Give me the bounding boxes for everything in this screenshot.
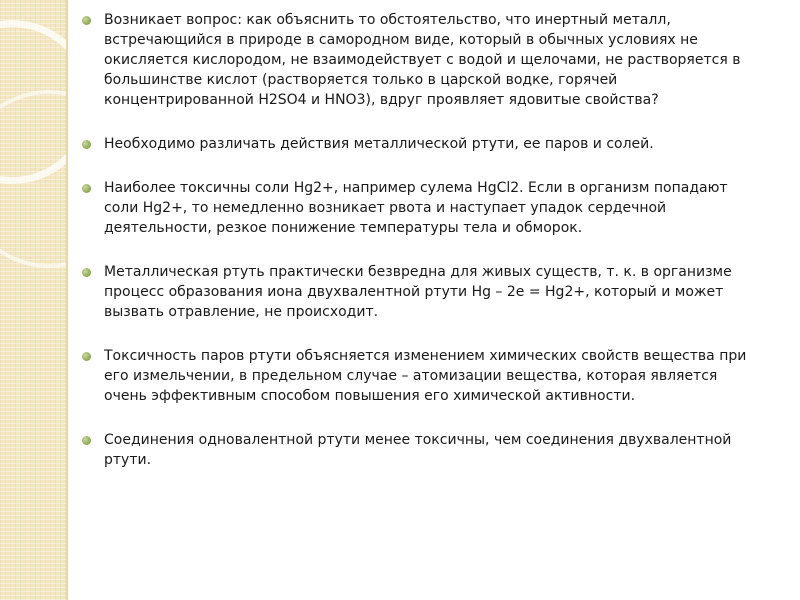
bullet-icon: [82, 268, 91, 277]
list-item-text: Металлическая ртуть практически безвредна для живых существ, т. к. в организме процесс образования иона двухвалентной ртути Hg – 2e = Hg2+, который и может вызвать отравление, не происходит.: [104, 264, 732, 320]
sidebar-divider: [66, 0, 68, 600]
list-item-text: Токсичность паров ртути объясняется изменением химических свойств вещества при его измельчении, в предельном случае – атомизации вещества, которая является очень эффективным способом повышения его химической активности.: [104, 348, 747, 404]
bullet-icon: [82, 16, 91, 25]
list-item: [80, 430, 760, 470]
list-item-text: Соединения одновалентной ртути менее токсичны, чем соединения двухвалентной ртути.: [104, 432, 732, 468]
decorative-ring: [0, 90, 66, 268]
decorative-sidebar: [0, 0, 66, 600]
bullet-list: [80, 10, 760, 494]
bullet-icon: [82, 184, 91, 193]
list-item: [80, 346, 760, 406]
list-item: [80, 10, 760, 110]
bullet-icon: [82, 436, 91, 445]
list-item: [80, 134, 760, 154]
bullet-icon: [82, 140, 91, 149]
list-item-text: Наиболее токсичны соли Hg2+, например сулема HgCl2. Если в организм попадают соли Hg2+, то немедленно возникает рвота и наступает упадок сердечной деятельности, резкое понижение температуры тела и обморок.: [104, 180, 728, 236]
bullet-icon: [82, 352, 91, 361]
list-item: [80, 262, 760, 322]
list-item-text: Необходимо различать действия металлической ртути, ее паров и солей.: [104, 136, 654, 152]
list-item-text: Возникает вопрос: как объяснить то обстоятельство, что инертный металл, встречающийся в природе в самородном виде, который в обычных условиях не окисляется кислородом, не взаимодействует с водой и щелочами, не растворяется в большинстве кислот (растворяется только в царской водке, горячей концентрированной H2SO4 и HNO3), вдруг проявляет ядовитые свойства?: [104, 12, 741, 108]
list-item: [80, 178, 760, 238]
